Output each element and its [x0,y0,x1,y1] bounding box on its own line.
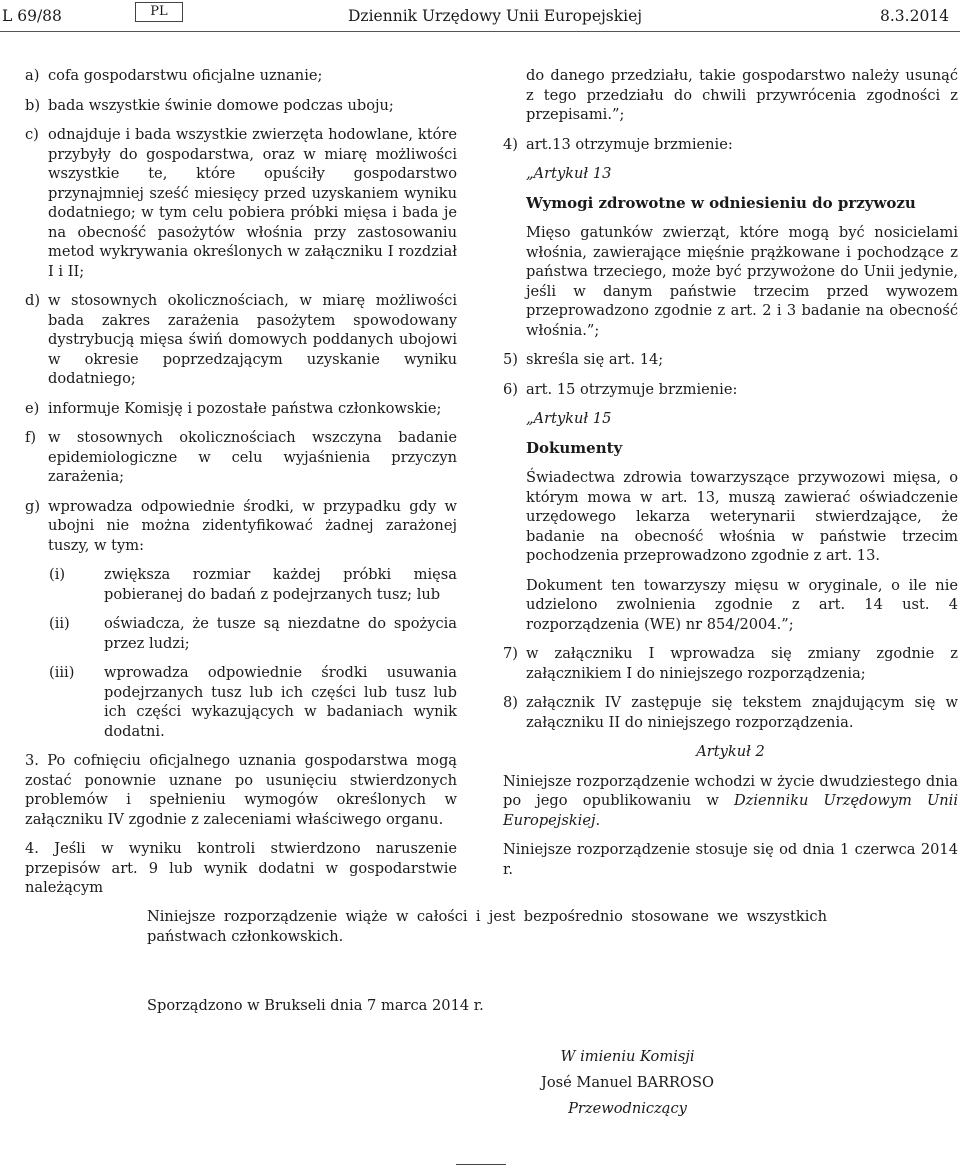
article-15-text-1: Świadectwa zdrowia towarzyszące przywozowi mięsa, o którym mowa w art. 13, muszą zawierać oświadczenie urzędowego lekarza weterynarii stwierdzające, że badanie na obecność włośnia w państwie trzecim pochodzenia przeprowadzono zgodnie z art. 13. [526,469,958,564]
right-column [503,66,958,889]
page-reference: L 69/88 [2,7,62,25]
list-item-8: 8) załącznik IV zastępuje się tekstem znajdującym się w załączniku II do niniejszego rozporządzenia. [503,694,958,731]
article-15-heading: Dokumenty [526,438,623,457]
list-item-5: 5) skreśla się art. 14; [503,351,664,368]
binding-clause: Niniejsze rozporządzenie wiąże w całości i jest bezpośrednio stosowane we wszystkich państwach członkowskich. [147,908,827,945]
page-header [0,0,960,32]
signature-block [485,1044,770,1122]
list-item-g: g) wprowadza odpowiednie środki, w przypadku gdy w ubojni nie można zidentyfikować żadnej zarażonej tuszy, w tym: [25,497,457,554]
list-item-4: 4) art.13 otrzymuje brzmienie: [503,135,733,153]
article-13-text: Mięso gatunków zwierząt, które mogą być nosicielami włośnia, zawierające mięśnie prążkowane i pochodzące z państwa trzeciego, może być przywożone do Unii jedynie, jeśli w danym państwie trzecim przed wywozem przeprowadzono zgodnie z art. 2 i 3 badanie na obecność włośnia.”; [526,224,958,339]
signatory-name: José Manuel BARROSO [541,1074,714,1091]
article-13-title: „Artykuł 13 [526,165,612,182]
article-15-title: „Artykuł 15 [526,410,612,427]
footer-rule [456,1164,506,1165]
publication-date: 8.3.2014 [880,7,950,25]
left-column [25,66,457,908]
paragraph-3: 3. Po cofnięciu oficjalnego uznania gospodarstwa mogą zostać ponownie uznane po usunięciu stwierdzonych problemów i spełnieniu wymogów określonych w załączniku IV zgodnie z zaleceniami właściwego organu. [25,752,457,828]
journal-title: Dziennik Urzędowy Unii Europejskiej [348,7,643,25]
language-badge: PL [135,2,183,22]
article-2-paragraph-2: Niniejsze rozporządzenie stosuje się od dnia 1 czerwca 2014 r. [503,841,958,878]
article-2-paragraph-1: Niniejsze rozporządzenie wchodzi w życie dwudziestego dnia po jego opublikowaniu w Dzienniku Urzędowym Unii Europejskiej. [503,772,958,829]
sub-item-i: (i) zwiększa rozmiar każdej próbki mięsa pobieranej do badań z podejrzanych tusz; lub [49,566,457,603]
sub-item-ii: (ii) oświadcza, że tusze są niezdatne do spożycia przez ludzi; [49,615,457,652]
article-2-title: Artykuł 2 [696,743,765,760]
article-15-text-2: Dokument ten towarzyszy mięsu w oryginale, o ile nie udzielono zwolnienia zgodnie z art. 14 ust. 4 rozporządzenia (WE) nr 854/2004.”; [526,576,958,633]
done-at-clause: Sporządzono w Brukseli dnia 7 marca 2014 r. [147,997,484,1014]
list-item-e: e) informuje Komisję i pozostałe państwa członkowskie; [25,399,442,417]
signature-on-behalf: W imieniu Komisji [560,1048,695,1065]
list-item-a: a) cofa gospodarstwu oficjalne uznanie; [25,67,323,84]
list-item-d: d) w stosownych okolicznościach, w miarę możliwości bada zakres zarażenia pasożytem spowodowany dystrybucją mięsa świń domowych poddanych ubojowi w okresie poprzedzającym uzyskanie wyniku dodatniego; [25,292,457,387]
continued-text: do danego przedziału, takie gospodarstwo należy usunąć z tego przedziału do chwili przywrócenia zgodności z przepisami.”; [526,67,958,123]
list-item-7: 7) w załączniku I wprowadza się zmiany zgodnie z załącznikiem I do niniejszego rozporządzenia; [503,645,958,682]
sub-item-iii: (iii) wprowadza odpowiednie środki usuwania podejrzanych tusz lub ich części lub tusz lub ich części wykazujących w badaniach wynik dodatni. [49,664,457,740]
list-item-f: f) w stosownych okolicznościach wszczyna badanie epidemiologiczne w celu wyjaśnienia przyczyn zarażenia; [25,429,457,485]
signatory-role: Przewodniczący [568,1100,687,1117]
paragraph-4: 4. Jeśli w wyniku kontroli stwierdzono naruszenie przepisów art. 9 lub wynik dodatni w gospodarstwie należącym [25,840,457,896]
article-13-heading: Wymogi zdrowotne w odniesieniu do przywozu [526,193,916,212]
list-item-c: c) odnajduje i bada wszystkie zwierzęta hodowlane, które przybyły do gospodarstwa, oraz w miarę możliwości wszystkie te, które opuściły gospodarstwo przynajmniej sześć miesięcy przed uzyskaniem wyniku dodatniego; w tym celu pobiera próbki mięsa i bada je na obecność pasożytów włośnia przy zastosowaniu metod wykrywania określonych w załączniku I rozdział I i II; [25,126,457,280]
header-rule [0,31,960,32]
list-item-b: b) bada wszystkie świnie domowe podczas uboju; [25,96,394,114]
list-item-6: 6) art. 15 otrzymuje brzmienie: [503,380,738,398]
